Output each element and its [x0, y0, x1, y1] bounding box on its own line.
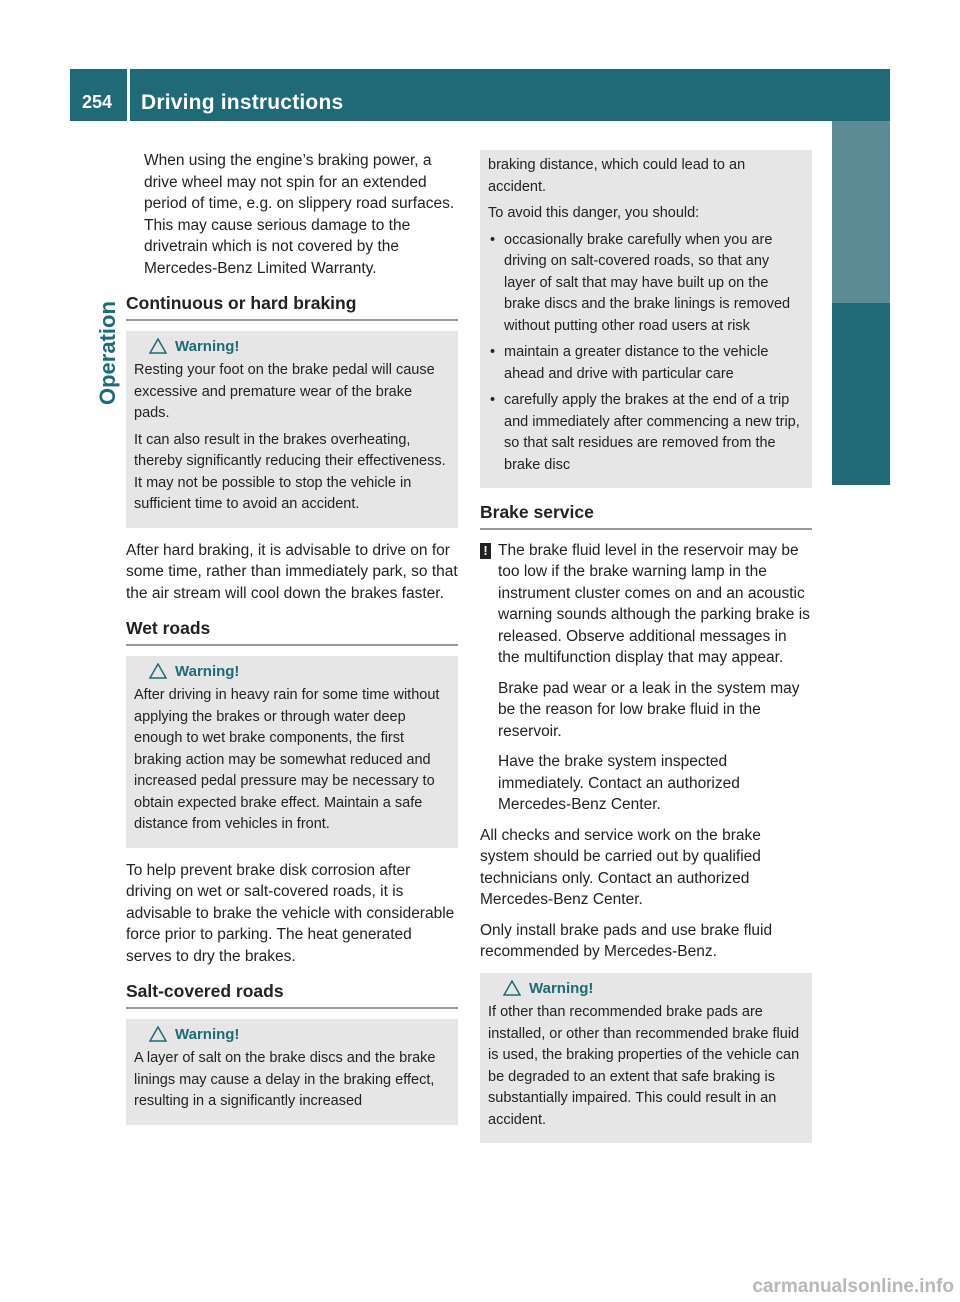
section-tab-marker [832, 121, 890, 303]
note-text: Have the brake system inspected immediately. Contact an authorized Mercedes-Benz Center. [498, 753, 740, 813]
warning-box-salt [126, 1019, 458, 1125]
warning-box-wet [126, 656, 458, 848]
chapter-title: Driving instructions [141, 91, 344, 114]
warning-text: After driving in heavy rain for some time without applying the brakes or through water deep enough to wet brake components, the first braking action may be somewhat reduced and increased pedal pressure may be necessary to obtain expected brake effect. Maintain a safe distance from vehicles in front. [134, 687, 440, 832]
body-paragraph: After hard braking, it is advisable to drive on for some time, rather than immediately park, so that the air stream will cool down the brakes faster. [126, 541, 458, 602]
body-paragraph: All checks and service work on the brake system should be carried out by qualified technicians only. Contact an authorized Mercedes-Benz Center. [480, 826, 761, 908]
note-text: Brake pad wear or a leak in the system may be the reason for low brake fluid in the reservoir. [498, 679, 800, 740]
heading-brake-service: Brake service [480, 502, 812, 530]
warning-header [149, 1024, 450, 1046]
warning-text: It can also result in the brakes overheating, thereby significantly reducing their effectiveness. It may not be possible to stop the vehicle in sufficient time to avoid an accident. [134, 431, 446, 512]
heading-continuous-braking: Continuous or hard braking [126, 293, 458, 321]
warning-box-salt-continued [480, 150, 812, 488]
body-paragraph: Only install brake pads and use brake fluid recommended by Mercedes-Benz. [480, 921, 773, 960]
page-header [70, 69, 890, 121]
warning-title: Warning! [175, 1025, 240, 1043]
warning-triangle-icon [503, 980, 521, 996]
section-tab [832, 121, 890, 485]
warning-triangle-icon [149, 1026, 167, 1042]
warning-box-service [480, 973, 812, 1144]
body-paragraph: To help prevent brake disk corrosion after driving on wet or salt-covered roads, it is advisable to brake the vehicle with considerable force prior to parking. The heat generated serves to dry the brakes. [126, 861, 455, 965]
heading-wet-roads: Wet roads [126, 618, 458, 646]
list-item: • occasionally brake carefully when you are driving on salt-covered roads, so that any layer of salt that may have built up on the brake discs and the brake linings is removed without putting other road users at risk [488, 230, 804, 338]
warning-title: Warning! [175, 337, 240, 355]
left-column [126, 150, 458, 1137]
list-item: • maintain a greater distance to the vehicle ahead and drive with particular care [488, 342, 804, 385]
warning-header [149, 336, 450, 358]
right-column [480, 150, 812, 1155]
warning-triangle-icon [149, 338, 167, 354]
exclamation-icon: ! [480, 543, 491, 559]
heading-salt-roads: Salt-covered roads [126, 981, 458, 1009]
warning-text: To avoid this danger, you should: [488, 205, 700, 221]
warning-header [503, 978, 804, 1000]
warning-title: Warning! [529, 979, 594, 997]
warning-triangle-icon [149, 663, 167, 679]
warning-text: braking distance, which could lead to an accident. [488, 157, 746, 195]
watermark: carmanualsonline.info [752, 1276, 954, 1297]
section-tab-label: Operation [95, 301, 120, 405]
note-text: The brake fluid level in the reservoir may be too low if the brake warning lamp in the instrument cluster comes on and an acoustic warning sounds although the parking brake is released. Observe additional messages in the multifunction display that may appear. [498, 541, 810, 666]
page-number: 254 [82, 92, 113, 112]
intro-paragraph: When using the engine’s braking power, a drive wheel may not spin for an extended period of time, e.g. on slippery road surfaces. This may cause serious damage to the drivetrain which is not covered by the Mercedes-Benz Limited Warranty. [144, 152, 455, 277]
warning-text: Resting your foot on the brake pedal will cause excessive and premature wear of the brake pads. [134, 362, 435, 421]
warning-text: If other than recommended brake pads are installed, or other than recommended brake fluid is used, the braking properties of the vehicle can be degraded to an extent that safe braking is substantially impaired. This could result in an accident. [488, 1004, 800, 1128]
warning-title: Warning! [175, 662, 240, 680]
warning-header [149, 661, 450, 683]
list-item: • carefully apply the brakes at the end of a trip and immediately after commencing a new trip, so that salt residues are removed from the brake disc [488, 390, 804, 476]
warning-box-continuous [126, 331, 458, 528]
warning-text: A layer of salt on the brake discs and the brake linings may cause a delay in the braking effect, resulting in a significantly increased [134, 1050, 436, 1109]
header-divider [127, 69, 130, 121]
caution-note [480, 540, 812, 816]
precaution-list [488, 230, 804, 477]
